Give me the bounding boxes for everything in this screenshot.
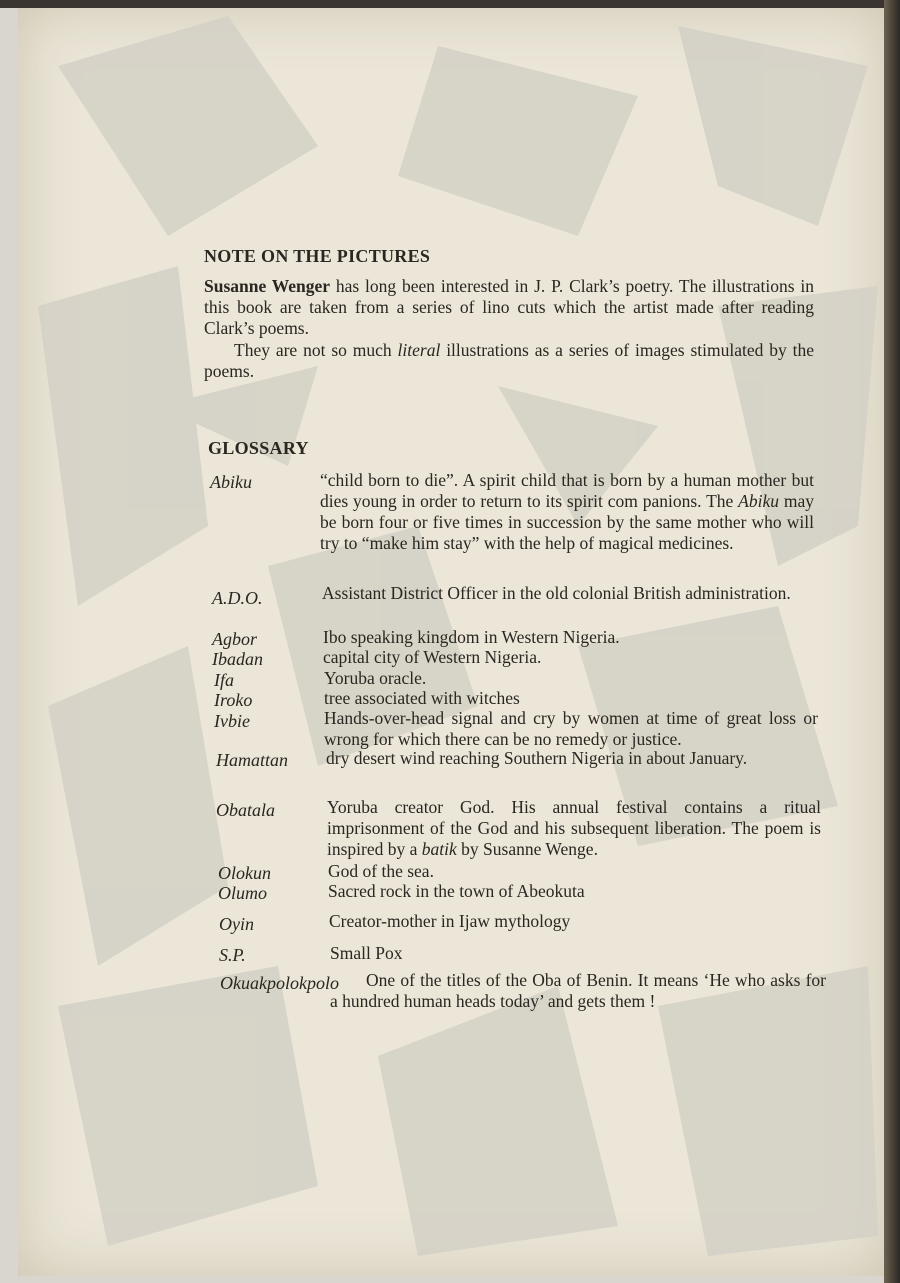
glossary-definition: [327, 797, 821, 860]
definition-italic: Abiku: [738, 491, 779, 511]
glossary-term: Olumo: [218, 883, 267, 903]
glossary-term: Hamattan: [216, 750, 288, 770]
page-content: [18, 6, 886, 1276]
note-paragraph-1: [204, 276, 814, 339]
glossary-heading: GLOSSARY: [208, 438, 309, 458]
note-paragraph-2-italic: literal: [397, 340, 441, 360]
glossary-term: Agbor: [212, 629, 257, 649]
glossary-definition: dry desert wind reaching Southern Nigeria in about January.: [326, 748, 748, 768]
book-spine-edge: [884, 0, 900, 1283]
glossary-term: S.P.: [219, 945, 246, 965]
glossary-term: Abiku: [210, 472, 252, 492]
glossary-definition: Small Pox: [330, 943, 403, 963]
glossary-term: Iroko: [214, 690, 253, 710]
definition-text: Yoruba creator God. His annual festival contains a ritual imprisonment of the God and his subsequent liberation. The poem is inspired by a: [327, 797, 821, 859]
note-paragraph-2-end: illustrations as a series of images stimulated by the poems.: [204, 340, 814, 381]
definition-text: may be born four or five times in succession by the same mother who will try to “make him stay” with the help of magical medicines.: [320, 491, 814, 553]
glossary-definition: God of the sea.: [328, 861, 434, 881]
note-paragraph-1-text: has long been interested in J. P. Clark’s poetry. The illustrations in this book are taken from a series of lino cuts which the artist made after reading Clark’s poems.: [204, 276, 815, 338]
definition-text: by Susanne Wenge.: [456, 839, 598, 859]
glossary-definition: Sacred rock in the town of Abeokuta: [328, 881, 585, 901]
glossary-definition: Hands-over-head signal and cry by women at time of great loss or wrong for which there can be no remedy or justice.: [324, 708, 818, 749]
glossary-definition: tree associated with witches: [324, 688, 520, 708]
glossary-definition: Yoruba oracle.: [324, 668, 427, 688]
glossary-term: Oyin: [219, 914, 254, 934]
note-paragraph-2: [204, 340, 814, 382]
artist-name: Susanne Wenger: [204, 276, 331, 296]
glossary-definition: Creator-mother in Ijaw mythology: [329, 911, 571, 931]
definition-text: “child born to die”. A spirit child that is born by a human mother but dies young in order to return to its spirit com panions. The: [320, 470, 814, 511]
glossary-term: Obatala: [216, 800, 276, 820]
book-page: [18, 6, 886, 1276]
book-top-edge: [0, 0, 900, 8]
glossary-definition: Ibo speaking kingdom in Western Nigeria.: [323, 627, 620, 647]
definition-italic: batik: [421, 839, 457, 859]
glossary-definition: capital city of Western Nigeria.: [323, 647, 542, 667]
glossary-term: Olokun: [218, 863, 271, 883]
glossary-term: Ivbie: [214, 711, 250, 731]
glossary-definition: Assistant District Officer in the old colonial British administration.: [322, 583, 791, 603]
glossary-term: Ibadan: [212, 649, 263, 669]
glossary-term: Okuakpolokpolo: [220, 973, 339, 993]
glossary-definition: [320, 470, 814, 554]
glossary-term: Ifa: [214, 670, 234, 690]
note-paragraph-2-start: They are not so much: [234, 340, 398, 360]
glossary-term: A.D.O.: [212, 588, 263, 608]
glossary-definition: One of the titles of the Oba of Benin. It means ‘He who asks for a hundred human heads today’ and gets them !: [330, 970, 826, 1011]
note-heading: NOTE ON THE PICTURES: [204, 246, 431, 266]
